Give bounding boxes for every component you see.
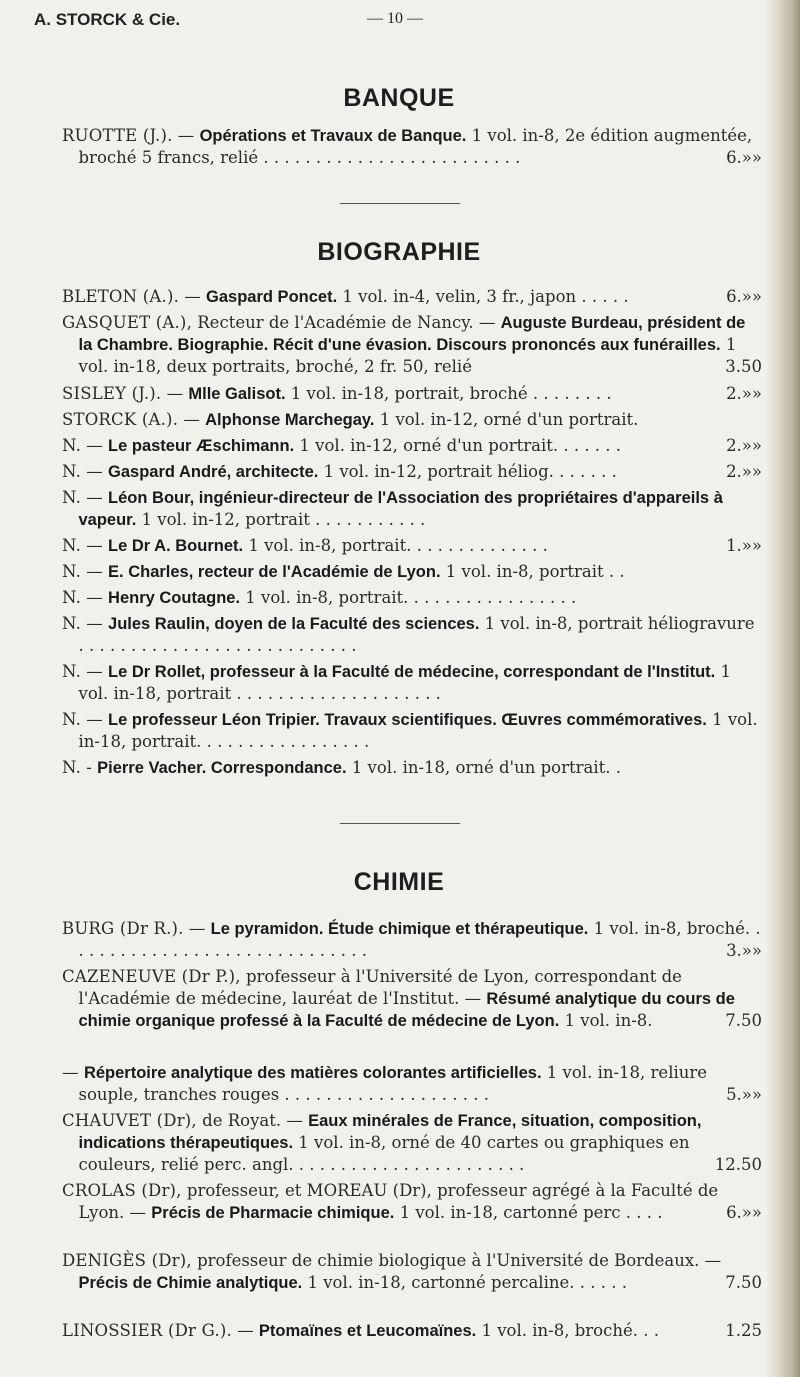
page-number: — 10 — [367, 10, 423, 27]
entry: N. — Gaspard André, architecte. 1 vol. in-12, portrait héliog. . . . . . . 2.»» [62, 462, 762, 481]
section-divider [340, 203, 460, 204]
price: 3.50 [725, 357, 762, 376]
running-head [34, 6, 734, 34]
entry: N. — Le professeur Léon Tripier. Travaux scientifiques. Œuvres commémoratives. 1 vol. in-18, portrait. . . . . . . . . . . . . . . . . [62, 710, 758, 751]
entry: DENIGÈS (Dr), professeur de chimie biologique à l'Université de Bordeaux. — Précis de Chimie analytique. 1 vol. in-18, cartonné percaline. . . . . . 7.50 [62, 1251, 762, 1292]
entry: CAZENEUVE (Dr P.), professeur à l'Université de Lyon, correspondant de l'Académie de médecine, lauréat de l'Institut. — Résumé analytique du cours de chimie organique professé à la Faculté de médecine de Lyon. 1 vol. in-8. 7.50 [62, 967, 762, 1030]
entry: GASQUET (A.), Recteur de l'Académie de Nancy. — Auguste Burdeau, président de la Chambre. Biographie. Récit d'une évasion. Discours prononcés aux funérailles. 1 vol. in-18, deux portraits, broché, 2 fr. 50, relié 3.50 [62, 313, 762, 376]
entry: N. - Pierre Vacher. Correspondance. 1 vol. in-18, orné d'un portrait. . [62, 758, 621, 777]
price: 2.»» [726, 436, 762, 455]
price: 6.»» [726, 148, 762, 167]
section-divider [340, 823, 460, 824]
price: 7.50 [725, 1011, 762, 1030]
price: 5.»» [726, 1085, 762, 1104]
entry: — Répertoire analytique des matières colorantes artificielles. 1 vol. in-18, reliure souple, tranches rouges . . . . . . . . . . . . . . . . . . . . 5.»» [62, 1063, 762, 1104]
entry: N. — Henry Coutagne. 1 vol. in-8, portrait. . . . . . . . . . . . . . . . . [62, 588, 577, 607]
price: 6.»» [726, 287, 762, 306]
price: 6.»» [726, 1203, 762, 1222]
price: 2.»» [726, 462, 762, 481]
price: 1.»» [726, 536, 762, 555]
price: 1.25 [725, 1321, 762, 1340]
section-title-biographie: BIOGRAPHIE [317, 238, 481, 266]
entry: N. — Jules Raulin, doyen de la Faculté des sciences. 1 vol. in-8, portrait héliogravure . . . . . . . . . . . . . . . . . . . . . . . . . . . [62, 614, 755, 655]
entry: RUOTTE (J.). — Opérations et Travaux de Banque. 1 vol. in-8, 2e édition augmentée, broché 5 francs, relié . . . . . . . . . . . . . . . . . . . . . . . . . 6.»» [62, 126, 762, 167]
price: 7.50 [725, 1273, 762, 1292]
entry: LINOSSIER (Dr G.). — Ptomaïnes et Leucomaïnes. 1 vol. in-8, broché. . . 1.25 [62, 1321, 762, 1340]
entry: N. — Le pasteur Æschimann. 1 vol. in-12, orné d'un portrait. . . . . . . 2.»» [62, 436, 762, 455]
entry: BURG (Dr R.). — Le pyramidon. Étude chimique et thérapeutique. 1 vol. in-8, broché. . . . . . . . . . . . . . . . . . . . . . . . . . . . . . 3.»» [62, 919, 762, 960]
price: 12.50 [714, 1155, 762, 1174]
entry: CHAUVET (Dr), de Royat. — Eaux minérales de France, situation, composition, indications thérapeutiques. 1 vol. in-8, orné de 40 cartes ou graphiques en couleurs, relié perc. angl. . . . . . . . . . . . . . . . . . . . . . . 12.50 [62, 1111, 762, 1174]
entry: N. — E. Charles, recteur de l'Académie de Lyon. 1 vol. in-8, portrait . . [62, 562, 625, 581]
entry: N. — Le Dr Rollet, professeur à la Faculté de médecine, correspondant de l'Institut. 1 vol. in-18, portrait . . . . . . . . . . . . . . . . . . . . [62, 662, 732, 703]
section-title-banque: BANQUE [343, 84, 455, 112]
entry: CROLAS (Dr), professeur, et MOREAU (Dr), professeur agrégé à la Faculté de Lyon. — Précis de Pharmacie chimique. 1 vol. in-18, cartonné perc . . . . 6.»» [62, 1181, 762, 1222]
entry: SISLEY (J.). — Mlle Galisot. 1 vol. in-18, portrait, broché . . . . . . . . 2.»» [62, 384, 762, 403]
section-title-chimie: CHIMIE [353, 868, 445, 896]
page-edge-shadow [766, 0, 800, 1377]
entry: BLETON (A.). — Gaspard Poncet. 1 vol. in-4, velin, 3 fr., japon . . . . . 6.»» [62, 287, 762, 306]
entry: N. — Le Dr A. Bournet. 1 vol. in-8, portrait. . . . . . . . . . . . . . 1.»» [62, 536, 762, 555]
entry: N. — Léon Bour, ingénieur-directeur de l'Association des propriétaires d'appareils à vapeur. 1 vol. in-12, portrait . . . . . . . . . . . [62, 488, 723, 529]
price: 2.»» [726, 384, 762, 403]
price: 3.»» [726, 941, 762, 960]
entry: STORCK (A.). — Alphonse Marchegay. 1 vol. in-12, orné d'un portrait. [62, 410, 639, 429]
publisher-name: A. STORCK & Cie. [34, 10, 181, 29]
